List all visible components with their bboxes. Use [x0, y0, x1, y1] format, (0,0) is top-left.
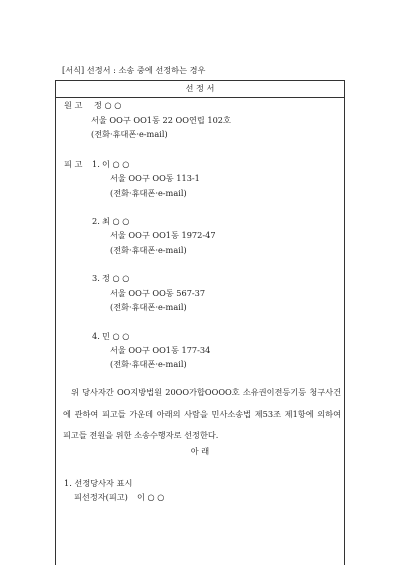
defendant-number: 1. — [92, 159, 100, 169]
defendant-contact: (전화·휴대폰·e-mail) — [110, 188, 187, 198]
defendants-label: 피 고 — [64, 159, 83, 169]
defendant-address: 서울 OO구 OO동 567-37 — [110, 288, 206, 298]
document-title: 선 정 서 — [185, 83, 215, 93]
defendant-contact: (전화·휴대폰·e-mail) — [110, 302, 187, 312]
defendant-contact: (전화·휴대폰·e-mail) — [110, 245, 187, 255]
defendant-name: 이 ○ ○ — [102, 159, 130, 169]
body-paragraph: 위 당사자간 OO지방법원 20OO가합OOOO호 소유권이전등기등 청구사건에 관하여 피고들 가운데 아래의 사람을 민사소송법 제53조 제1항에 의하여 피고들 전원을 위한 소송수행자로 선정한다. — [63, 387, 341, 440]
defendant-contact: (전화·휴대폰·e-mail) — [110, 359, 187, 369]
defendant-name: 최 ○ ○ — [102, 216, 130, 226]
defendant-number: 2. — [92, 216, 100, 226]
form-caption: [서식] 선정서 : 소송 중에 선정하는 경우 — [62, 65, 206, 75]
defendant-address: 서울 OO구 OO1동 177-34 — [110, 345, 211, 355]
defendant-number: 3. — [92, 273, 100, 283]
defendant-address: 서울 OO구 OO동 113-1 — [110, 173, 200, 183]
plaintiff-label: 원 고 — [64, 100, 83, 110]
section-heading: 1. 선정당사자 표시 — [64, 478, 133, 488]
designee-label: 피선정자(피고) — [74, 492, 128, 502]
defendant-address: 서울 OO구 OO1동 1972-47 — [110, 230, 216, 240]
plaintiff-contact: (전화·휴대폰·e-mail) — [91, 129, 168, 139]
plaintiff-address: 서울 OO구 OO1동 22 OO연립 102호 — [91, 115, 231, 125]
defendant-name: 정 ○ ○ — [102, 273, 130, 283]
plaintiff-name: 정 ○ ○ — [94, 100, 122, 110]
title-divider — [55, 97, 345, 98]
defendant-name: 민 ○ ○ — [102, 331, 130, 341]
defendant-number: 4. — [92, 331, 100, 341]
ara-heading: 아 래 — [190, 446, 210, 456]
designee-name: 이 ○ ○ — [137, 492, 165, 502]
